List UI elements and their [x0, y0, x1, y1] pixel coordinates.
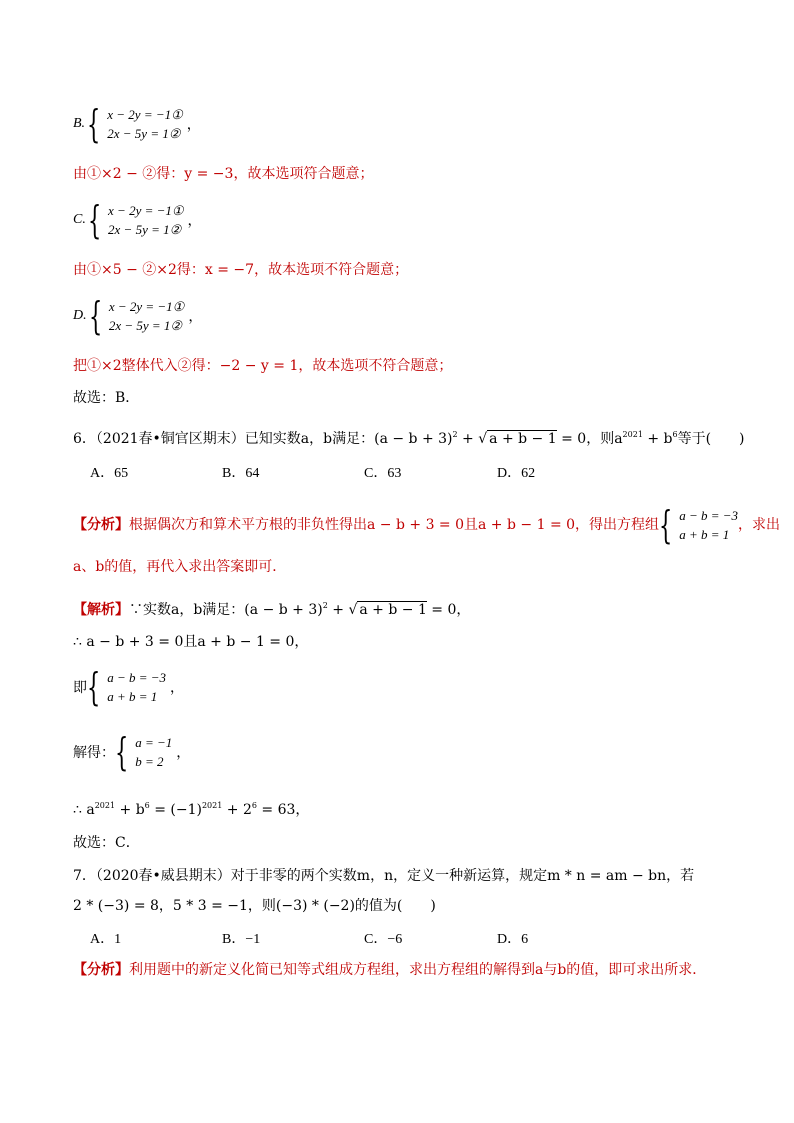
option-b-label: B. [73, 116, 86, 131]
explanation-d: 把①×2整体代入②得：−2 − y = 1，故本选项不符合题意； [73, 358, 453, 374]
equations [107, 668, 166, 706]
solution-text: = (−1) [149, 802, 202, 818]
q7-option-b: B．−1 [222, 932, 261, 947]
equations [109, 297, 185, 335]
solution-text: = 0， [426, 602, 471, 618]
q6-option-a: A．65 [90, 466, 129, 481]
equation-2: 2x − 5y = 1② [108, 222, 182, 237]
brace-icon: { [659, 503, 673, 547]
q7-option-a: A．1 [90, 932, 122, 947]
exponent: 6 [672, 430, 678, 439]
solution-text: + b [115, 802, 145, 818]
solution-text: = 63， [256, 802, 310, 818]
q7-option-c: C．−6 [364, 932, 403, 947]
brace-icon: { [88, 294, 102, 338]
brace-icon: { [87, 198, 102, 242]
system-option-c [73, 198, 202, 242]
q7-option-d: D．6 [497, 932, 529, 947]
option-c-label: C. [73, 212, 86, 227]
solution-tag: 【解析】 [73, 602, 129, 618]
q6-solution-5 [73, 796, 309, 820]
q6-analysis-cont: a、b的值，再代入求出答案即可． [73, 559, 287, 575]
exponent: 2021 [94, 801, 116, 810]
equations [107, 105, 183, 143]
solution-text: ∵实数a，b满足：(a − b + 3) [129, 602, 323, 618]
equations [679, 506, 738, 544]
stem-text: + b [642, 431, 673, 447]
analysis-text: 利用题中的新定义化简已知等式组成方程组，求出方程组的解得到a与b的值，即可求出所求． [129, 962, 707, 978]
system-option-d [73, 294, 203, 338]
q6-answer: 故选：C． [73, 835, 140, 851]
analysis-tag: 【分析】 [73, 962, 129, 978]
analysis-tag: 【分析】 [73, 517, 129, 533]
option-d-label: D. [73, 308, 87, 323]
equation-1: a − b = −3 [107, 670, 167, 685]
equation-1: a − b = −3 [679, 508, 739, 523]
equation-2: a + b = 1 [679, 527, 730, 542]
analysis-text: 根据偶次方和算术平方根的非负性得出a − b + 3 = 0且a + b − 1 = 0，得出方程组 [129, 517, 660, 533]
q7-analysis [73, 960, 706, 980]
q6-solution-1: 【解析】∵实数a，b满足：$(a - b + 3)^2$ + √ a + b − 1 = 0， [73, 601, 471, 618]
stem-text: + [457, 431, 479, 447]
solution-text: ∴ a [73, 802, 95, 818]
stem-text: 6．（2021春•铜官区期末）已知实数a，b满足：(a − b + 3) [73, 431, 453, 447]
equation-2: b = 2 [135, 754, 164, 769]
q6-solution-3 [73, 665, 185, 709]
q6-solution-4 [73, 730, 191, 774]
system-option-b [73, 102, 201, 146]
comma: ， [176, 745, 191, 761]
stem-text: 等于( ) [677, 431, 745, 447]
exponent: 6 [144, 801, 150, 810]
comma: ， [187, 213, 202, 229]
equation-1: x − 2y = −1① [107, 107, 183, 122]
analysis-text: ，求出 [738, 517, 781, 533]
comma: ， [170, 680, 185, 696]
q6-solution-2: ∴ a − b + 3 = 0且a + b − 1 = 0， [73, 634, 309, 650]
sqrt-radicand: a + b − 1 [359, 602, 427, 618]
exponent: 2021 [622, 430, 643, 439]
explanation-b: 由①×2 − ②得：y = −3，故本选项符合题意； [73, 166, 374, 182]
question-7-stem-2: 2 * (−3) = 8，5 * 3 = −1，则(−3) * (−2)的值为( ) [73, 898, 436, 914]
equation-2: a + b = 1 [107, 689, 158, 704]
sqrt-radicand: a + b − 1 [489, 431, 557, 447]
comma: ， [186, 117, 201, 133]
brace-icon: { [87, 665, 101, 709]
label: 即 [73, 680, 87, 696]
q6-option-b: B．64 [222, 466, 260, 481]
solution-text: + [327, 602, 349, 618]
question-6-stem: 6．（2021春•铜官区期末）已知实数a，b满足：$(a - b + 3)^2$ + √ a + b − 1 = 0，则$a^{2021} + b^6$等于( ) [73, 430, 745, 447]
solution-text: + 2 [222, 802, 252, 818]
exponent: 2 [322, 601, 328, 610]
equation-2: 2x − 5y = 1② [107, 126, 181, 141]
equation-2: 2x − 5y = 1② [108, 318, 183, 333]
explanation-c: 由①×5 − ②×2得：x = −7，故本选项不符合题意； [73, 262, 409, 278]
equations [108, 201, 184, 239]
q6-option-c: C．63 [364, 466, 402, 481]
brace-icon: { [87, 102, 101, 146]
equations [135, 733, 172, 771]
comma: ， [188, 309, 203, 325]
q6-option-d: D．62 [497, 466, 536, 481]
exponent: 2021 [201, 801, 223, 810]
question-7-stem-1: 7．（2020春•威县期末）对于非零的两个实数m，n，定义一种新运算，规定m * n = am − bn，若 [73, 868, 695, 884]
equation-1: x − 2y = −1① [108, 203, 184, 218]
brace-icon: { [115, 730, 129, 774]
exponent: 6 [251, 801, 257, 810]
equation-1: x − 2y = −1① [108, 299, 185, 314]
q6-analysis [73, 503, 781, 547]
label: 解得： [73, 745, 115, 761]
stem-text: = 0，则a [556, 431, 623, 447]
exponent: 2 [452, 430, 458, 439]
answer-5: 故选：B． [73, 390, 140, 406]
analysis-system [659, 503, 739, 547]
equation-1: a = −1 [135, 735, 173, 750]
